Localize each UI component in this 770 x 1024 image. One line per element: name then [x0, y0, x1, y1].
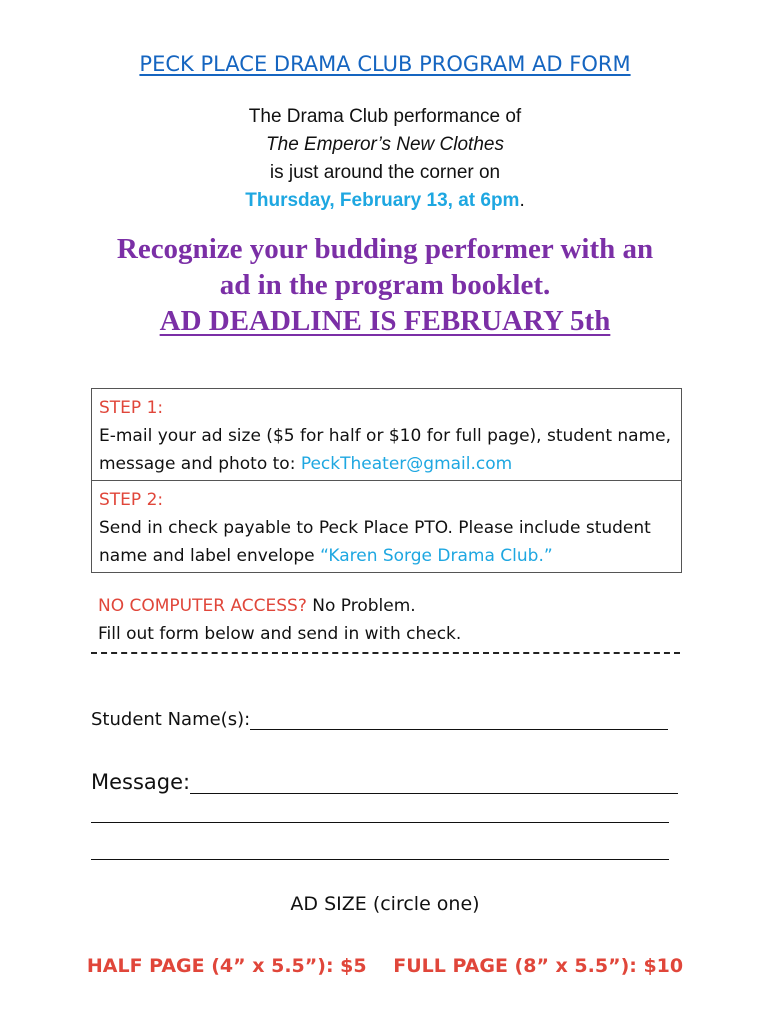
headline-line-1: Recognize your budding performer with an	[116, 233, 654, 265]
no-access-rest: No Problem.	[306, 596, 416, 616]
student-name-label: Student Name(s):	[91, 709, 251, 730]
intro-line-1: The Drama Club performance of	[248, 106, 522, 127]
intro-date-line	[0, 187, 770, 215]
date-period: .	[519, 190, 525, 211]
message-label: Message:	[91, 770, 191, 794]
email-link[interactable]: PeckTheater@gmail.com	[300, 454, 513, 474]
ad-size-heading: AD SIZE (circle one)	[290, 893, 480, 915]
step-2-text: Send in check payable to Peck Place PTO. Please include student name and label envelope	[99, 518, 651, 566]
step-2-label: STEP 2:	[99, 490, 164, 510]
form-title: PECK PLACE DRAMA CLUB PROGRAM AD FORM	[139, 52, 631, 76]
no-access-highlight: NO COMPUTER ACCESS?	[98, 596, 307, 616]
ad-deadline: AD DEADLINE IS FEBRUARY 5th	[159, 305, 611, 337]
play-title: The Emperor’s New Clothes	[266, 134, 504, 155]
student-name-field	[91, 705, 668, 730]
steps-box	[91, 388, 682, 573]
envelope-label: “Karen Sorge Drama Club.”	[320, 546, 553, 566]
cut-line-divider	[91, 652, 680, 654]
no-access-line-2: Fill out form below and send in with check.	[98, 624, 462, 644]
message-field	[91, 765, 678, 794]
ad-size-options	[0, 955, 770, 977]
message-blank-line-1[interactable]	[190, 765, 678, 794]
step-1-label: STEP 1:	[99, 398, 164, 418]
intro-line-3: is just around the corner on	[269, 162, 501, 183]
message-blank-line-2[interactable]	[91, 822, 669, 823]
message-blank-line-3[interactable]	[91, 859, 669, 860]
headline-line-2: ad in the program booklet.	[219, 269, 551, 301]
no-computer-access-note	[98, 592, 461, 648]
no-access-line-1	[98, 592, 461, 620]
step-1-text: E-mail your ad size ($5 for half or $10 for full page), student name, message and photo to:	[99, 426, 671, 474]
step-2	[92, 480, 681, 572]
step-1	[92, 389, 681, 480]
student-name-blank[interactable]	[250, 705, 668, 730]
intro-text	[0, 103, 770, 215]
full-page-option[interactable]: FULL PAGE (8” x 5.5”): $10	[393, 955, 684, 977]
half-page-option[interactable]: HALF PAGE (4” x 5.5”): $5	[86, 955, 367, 977]
headline	[0, 231, 770, 339]
performance-date: Thursday, February 13, at 6pm	[245, 190, 520, 211]
